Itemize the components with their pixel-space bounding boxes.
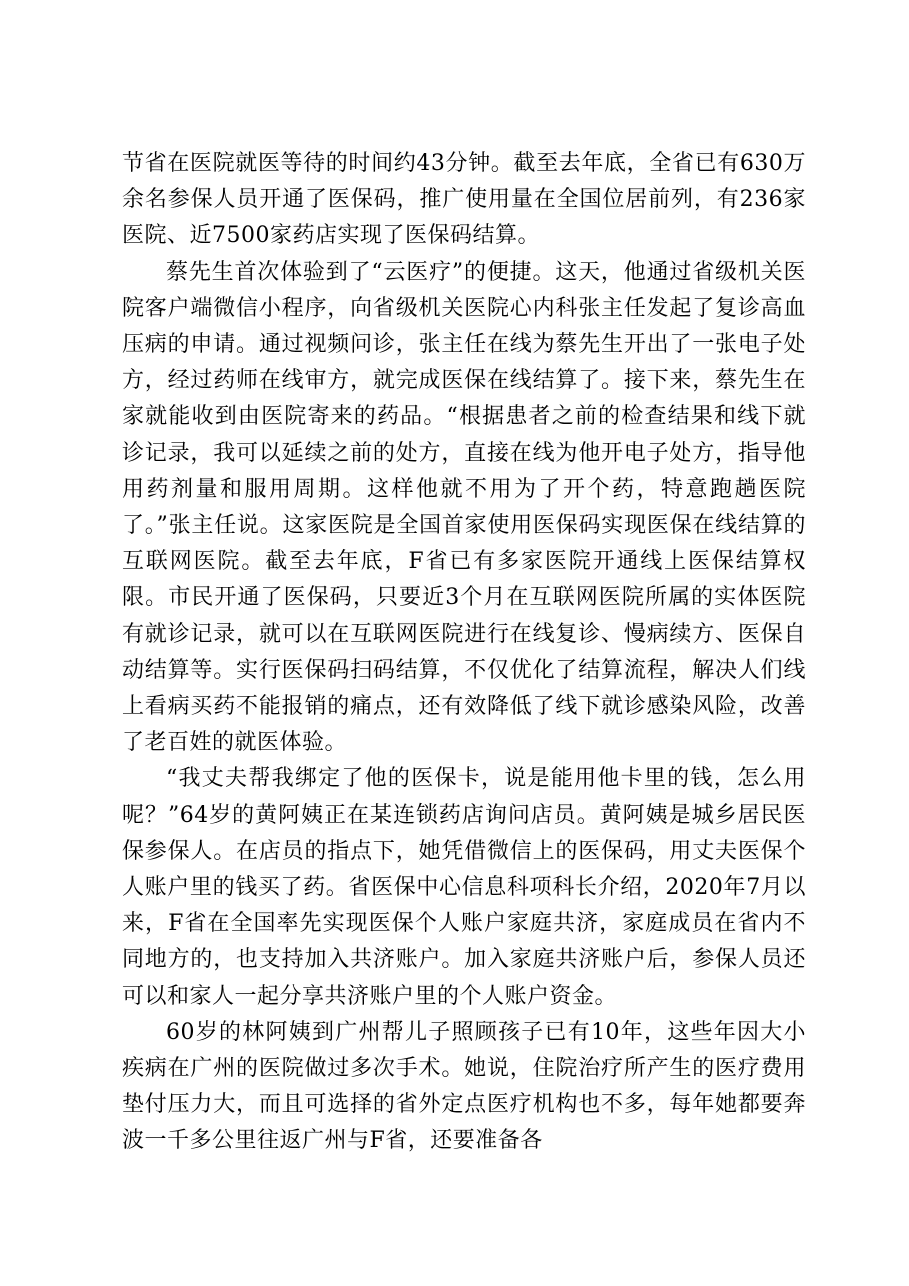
paragraph-4: 60岁的林阿姨到广州帮儿子照顾孩子已有10年，这些年因大小疾病在广州的医院做过多次手术。她说，住院治疗所产生的医疗费用垫付压力大，而且可选择的省外定点医疗机构也不多，每年她都要奔波一千多公里往返广州与F省，还要准备各 — [122, 1019, 806, 1154]
document-page — [122, 146, 806, 1160]
paragraph-1: 节省在医院就医等待的时间约43分钟。截至去年底，全省已有630万余名参保人员开通了医保码，推广使用量在全国位居前列，有236家医院、近7500家药店实现了医保码结算。 — [122, 151, 806, 249]
paragraph-3: “我丈夫帮我绑定了他的医保卡，说是能用他卡里的钱，怎么用呢？”64岁的黄阿姨正在某连锁药店询问店员。黄阿姨是城乡居民医保参保人。在店员的指点下，她凭借微信上的医保码，用丈夫医保个人账户里的钱买了药。省医保中心信息科项科长介绍，2020年7月以来，F省在全国率先实现医保个人账户家庭共济，家庭成员在省内不同地方的，也支持加入共济账户。加入家庭共济账户后，参保人员还可以和家人一起分享共济账户里的个人账户资金。 — [122, 766, 806, 1009]
paragraph-2: 蔡先生首次体验到了“云医疗”的便捷。这天，他通过省级机关医院客户端微信小程序，向省级机关医院心内科张主任发起了复诊高血压病的申请。通过视频问诊，张主任在线为蔡先生开出了一张电子处方，经过药师在线审方，就完成医保在线结算了。接下来，蔡先生在家就能收到由医院寄来的药品。“根据患者之前的检查结果和线下就诊记录，我可以延续之前的处方，直接在线为他开电子处方，指导他用药剂量和服用周期。这样他就不用为了开个药，特意跑趟医院了。”张主任说。这家医院是全国首家使用医保码实现医保在线结算的互联网医院。截至去年底，F省已有多家医院开通线上医保结算权限。市民开通了医保码，只要近3个月在互联网医院所属的实体医院有就诊记录，就可以在互联网医院进行在线复诊、慢病续方、医保自动结算等。实行医保码扫码结算，不仅优化了结算流程，解决人们线上看病买药不能报销的痛点，还有效降低了线下就诊感染风险，改善了老百姓的就医体验。 — [122, 259, 806, 756]
